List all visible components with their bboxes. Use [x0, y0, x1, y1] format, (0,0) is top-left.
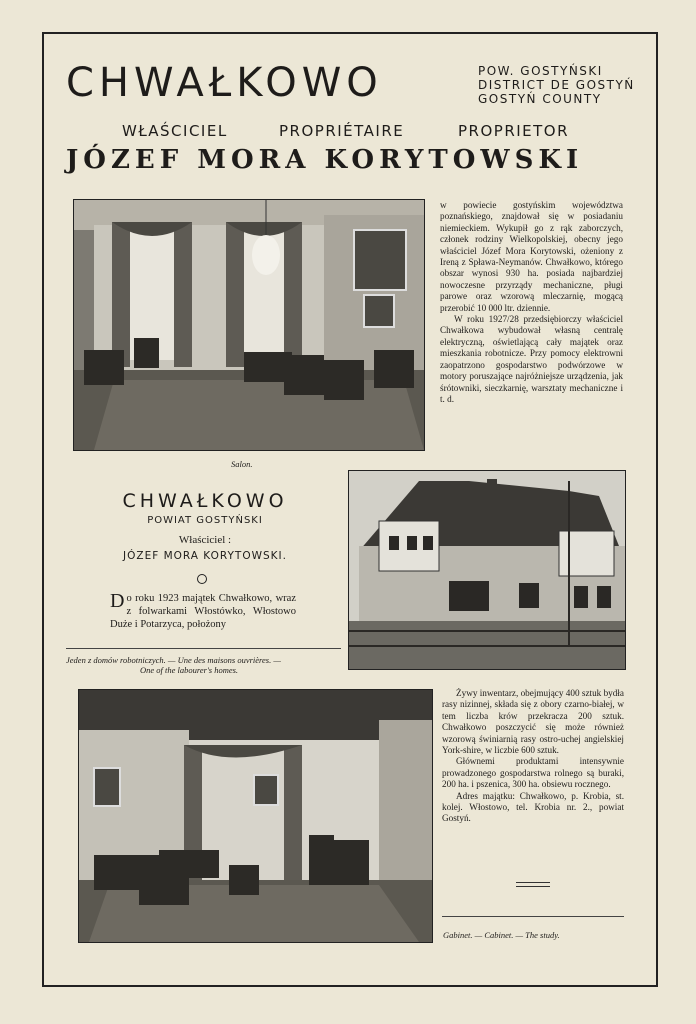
section-owner-name: JÓZEF MORA KORYTOWSKI.	[123, 550, 287, 562]
article-column-2	[442, 688, 624, 825]
county-line: GOSTYŃ COUNTY	[478, 92, 602, 106]
ornament-rule	[516, 882, 550, 883]
paragraph: Głównemi produktami intensywnie prowadzonego gospodarstwa rolnego są buraki, 200 ha. i pszenica, 300 ha. obsiewu rocznego.	[442, 756, 624, 790]
section-owner-label: Właściciel :	[178, 534, 232, 546]
house-photo	[348, 470, 626, 670]
house-caption: One of the labourer's homes.	[140, 665, 239, 675]
paragraph: W roku 1927/28 przedsiębiorczy właściciel Chwałkowa wybudował własną centralę elektryczną, oświetlającą cały majątek oraz mieszkania robotnicze. Przy pomocy elektrowni zaopatrzono gospodarstwo podwórzowe w motory poruszające najróżniejsze urządzenia, jak śrótowniki, sieczkarnię, warsztaty mechaniczne i t. d.	[440, 314, 623, 404]
study-caption: Gabinet. — Cabinet. — The study.	[443, 930, 560, 940]
salon-caption: Salon.	[231, 459, 253, 469]
article-column-1	[440, 200, 623, 405]
page-title: CHWAŁKOWO	[66, 60, 383, 106]
paragraph: Adres majątku: Chwałkowo, p. Krobia, st. kolej. Włostowo, tel. Krobia nr. 2., powiat Gostyń.	[442, 790, 624, 824]
owner-label-fr: PROPRIÉTAIRE	[279, 122, 405, 140]
ornament-rule	[516, 886, 550, 887]
owner-name-heading: JÓZEF MORA KORYTOWSKI	[66, 145, 584, 175]
intro-paragraph	[110, 592, 296, 631]
county-line: DISTRICT DE GOSTYŃ	[478, 78, 635, 92]
paragraph: w powiecie gostyńskim województwa poznańskiego, znajdował się w posiadaniu niemieckiem. Wykupił go z rąk zaborczych, członek rodziny Wielkopolskiej, obecny jego właściciel Józef Mora Korytowski, ożeniony z Ireną z Spława-Neymanów. Chwałkowo, którego obszar wynosi 930 ha. posiada najbardziej nowoczesne przyrządy mechaniczne, pługi parowe oraz wzorową mleczarnię, mogącą przerobić 10 000 ltr. dziennie.	[440, 200, 623, 313]
owner-label-en: PROPRIETOR	[458, 122, 570, 140]
ornament-circle	[197, 574, 207, 584]
county-block	[478, 64, 635, 106]
caption-rule	[442, 916, 624, 917]
section-title: CHWAŁKOWO	[122, 490, 288, 512]
owner-label-pl: WŁAŚCICIEL	[122, 122, 228, 140]
study-photo	[78, 689, 433, 943]
caption-rule	[66, 648, 341, 649]
county-line: POW. GOSTYŃSKI	[478, 64, 603, 78]
salon-photo	[73, 199, 425, 451]
intro-text: o roku 1923 majątek Chwałkowo, wraz z folwarkami Włostówko, Włostowo Duże i Potarzyca, położony	[110, 593, 296, 630]
section-subtitle: POWIAT GOSTYŃSKI	[147, 515, 263, 526]
house-caption: Jeden z domów robotniczych. — Une des maisons ouvrières. —	[66, 655, 281, 665]
paragraph: Żywy inwentarz, obejmujący 400 sztuk bydła rasy nizinnej, składa się z obory czarno-białej, w tem liczba krów przekracza 200 sztuk. Chwałkowo poszczycić się może również wzorową świniarnią rasy ostro-uchej angielskiej York-shire, w liczbie 600 sztuk.	[442, 688, 624, 756]
drop-cap: D	[110, 590, 125, 612]
